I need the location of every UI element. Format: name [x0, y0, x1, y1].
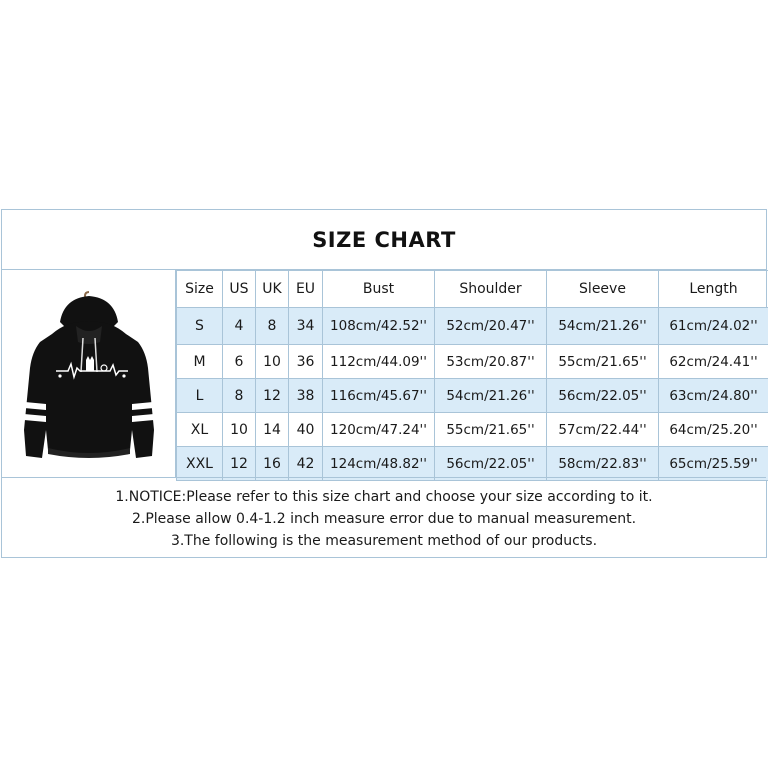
cell-length: 65cm/25.59'' [659, 447, 768, 481]
header-bust: Bust [323, 271, 435, 308]
table-row [177, 413, 768, 447]
cell-uk: 16 [256, 447, 289, 481]
table-row [177, 308, 768, 345]
cell-uk: 8 [256, 308, 289, 345]
table-row [177, 345, 768, 379]
header-size: Size [177, 271, 223, 308]
cell-us: 12 [223, 447, 256, 481]
cell-length: 61cm/24.02'' [659, 308, 768, 345]
cell-bust: 120cm/47.24'' [323, 413, 435, 447]
note-measurement-method: 3.The following is the measurement method of our products. [170, 533, 598, 549]
note-measure-error: 2.Please allow 0.4-1.2 inch measure error due to manual measurement. [131, 511, 637, 527]
cell-size: L [177, 379, 223, 413]
cell-uk: 14 [256, 413, 289, 447]
cell-shoulder: 54cm/21.26'' [435, 379, 547, 413]
cell-us: 4 [223, 308, 256, 345]
table-row [177, 447, 768, 481]
cell-sleeve: 56cm/22.05'' [547, 379, 659, 413]
cell-us: 8 [223, 379, 256, 413]
cell-sleeve: 57cm/22.44'' [547, 413, 659, 447]
cell-shoulder: 56cm/22.05'' [435, 447, 547, 481]
size-chart [1, 209, 767, 558]
header-us: US [223, 271, 256, 308]
cell-size: XXL [177, 447, 223, 481]
cell-size: M [177, 345, 223, 379]
cell-length: 63cm/24.80'' [659, 379, 768, 413]
product-image-cell [2, 270, 176, 477]
note-notice: 1.NOTICE:Please refer to this size chart and choose your size according to it. [115, 489, 653, 505]
cell-bust: 112cm/44.09'' [323, 345, 435, 379]
cell-bust: 108cm/42.52'' [323, 308, 435, 345]
cell-eu: 38 [289, 379, 323, 413]
cell-sleeve: 54cm/21.26'' [547, 308, 659, 345]
header-shoulder: Shoulder [435, 271, 547, 308]
cell-eu: 36 [289, 345, 323, 379]
cell-sleeve: 55cm/21.65'' [547, 345, 659, 379]
header-eu: EU [289, 271, 323, 308]
cell-shoulder: 53cm/20.87'' [435, 345, 547, 379]
cell-uk: 12 [256, 379, 289, 413]
cell-eu: 40 [289, 413, 323, 447]
header-uk: UK [256, 271, 289, 308]
table-row [177, 379, 768, 413]
hoodie-icon [12, 280, 166, 467]
cell-size: XL [177, 413, 223, 447]
cell-bust: 116cm/45.67'' [323, 379, 435, 413]
cell-length: 62cm/24.41'' [659, 345, 768, 379]
table-header-row [177, 271, 768, 308]
cell-us: 10 [223, 413, 256, 447]
header-length: Length [659, 271, 768, 308]
cell-us: 6 [223, 345, 256, 379]
cell-shoulder: 52cm/20.47'' [435, 308, 547, 345]
cell-eu: 34 [289, 308, 323, 345]
size-table [176, 270, 768, 481]
cell-length: 64cm/25.20'' [659, 413, 768, 447]
cell-sleeve: 58cm/22.83'' [547, 447, 659, 481]
title-row [2, 210, 766, 270]
header-sleeve: Sleeve [547, 271, 659, 308]
cell-bust: 124cm/48.82'' [323, 447, 435, 481]
chart-title: SIZE CHART [312, 227, 456, 252]
cell-eu: 42 [289, 447, 323, 481]
cell-shoulder: 55cm/21.65'' [435, 413, 547, 447]
cell-size: S [177, 308, 223, 345]
notes-section [2, 477, 766, 558]
cell-uk: 10 [256, 345, 289, 379]
